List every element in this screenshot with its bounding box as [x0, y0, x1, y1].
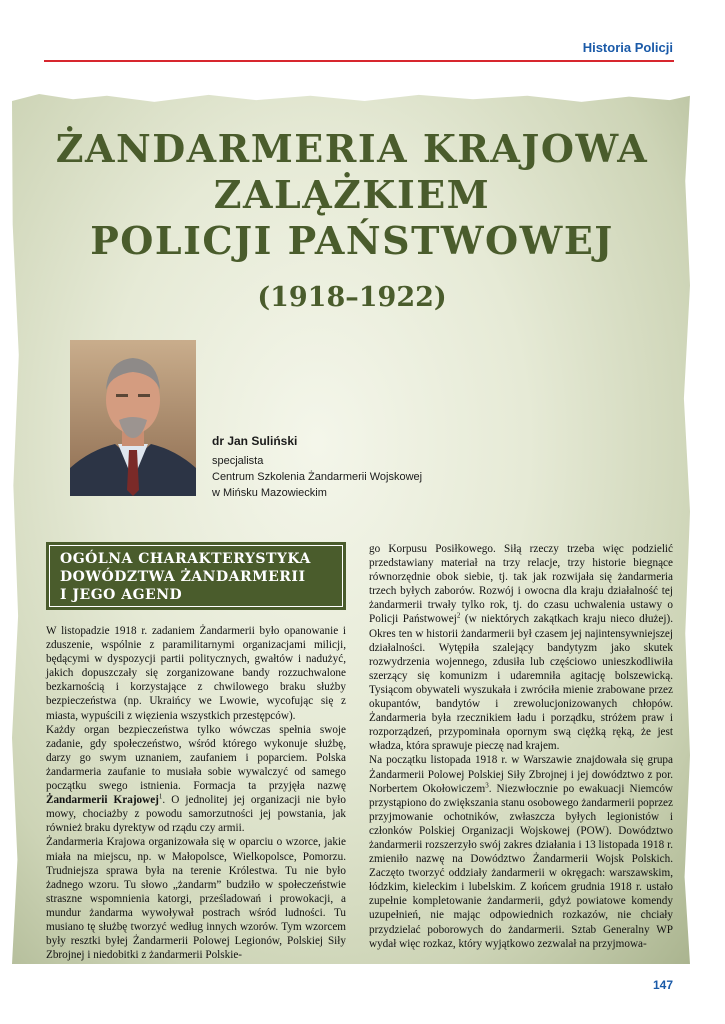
paragraph-1: W listopadzie 1918 r. zadaniem Żandarmerii było opanowanie i zduszenie, wspólnie z paramilitarnymi organizacjami milicji, będącymi w dyspozycji partii politycznych, gwałtów i nadużyć, jakich dopuszczały się zorganizowane bandy rozzuchwalone bezkarnością i korzystające z chwilowego braku służby bezpieczeństwa (np. Ukraińcy we Lwowie, wycofując się z miasta, wypuścili z więzienia wszystkich przestępców). — [46, 625, 346, 722]
title-line-1: ŻANDARMERIA KRAJOWA — [55, 126, 649, 171]
paragraph-3: Żandarmeria Krajowa organizowała się w oparciu o wzorce, jakie miała na miejscu, np. w Małopolsce, Wielkopolsce, Pomorzu. Trudniejsza sprawa była na terenie Królestwa. Tu nie było żadnego wzoru. Tu słowo „żandarm” budziło w społeczeństwie straszne wspomnienia katorgi, prześladowań i prowokacji, a mundur żandarma wywoływał postrach wśród ludności. Tu musiano tę służbę tworzyć według innych wzorów. Tym wzorcem były resztki byłej Żandarmerii Polowej Legionów, Polskiej Siły Zbrojnej i niedobitki z żandarmerii Polskie- — [46, 836, 346, 962]
header-rule — [44, 60, 674, 62]
paragraph-5-text-a: Na początku listopada 1918 r. w Warszawie znajdowała się grupa Żandarmerii Polowej Polskiej Siły Zbrojnej i jej dowództwo z por. Norbertem Okołowiczem — [369, 754, 673, 795]
author-role: specjalista — [212, 455, 264, 467]
paragraph-2-bold: Żandarmerii Krajowej — [46, 794, 159, 807]
author-block — [212, 433, 422, 501]
left-column — [46, 624, 346, 962]
article-years: (1918–1922) — [257, 282, 447, 313]
paragraph-2-text-b: . O jednolitej jej organizacji nie było mowy, chociażby z powodu samorzutności jej powstania, jak również braku dyrektyw od rządu czy armii. — [46, 794, 346, 835]
paragraph-4-text-b: (w niektórych zakątkach kraju nieco dłużej). Okres ten w historii żandarmerii był czasem jej najintensywniejszej działalności. Wytępiła szalejący bandytyzm jako skutek rozwydrzenia wojennego, zdusiła lub częściowo unieszkodliwiła szerzący się komunizm i udaremniła agitację bolszewicką. Tysiącom obywateli wyszukała i zwróciła mienie zrabowane przez okupantów, bandytów i zrewolucjonizowanych chłopów. Żandarmeria była rzecznikiem ładu i porządku, stróżem praw i rozporządzeń, przypominała opornym swą ciężką ręką, że jest władza, która sprawuje pieczę nad krajem. — [369, 613, 673, 753]
paragraph-5-text-b: . Niezwłocznie po ewakuacji Niemców przystąpiono do zwiększania stanu osobowego żandarmerii poprzez przyjmowanie ochotników, zwłaszcza byłych legionistów i członków Polskiej Organizacji Wojskowej (POW). Dowództwo żandarmerii rozszerzyło swój zakres działania i 13 listopada 1918 r. zmieniło nazwę na Dowództwo Żandarmerii Wojsk Polskich. Zaczęto tworzyć oddziały żandarmerii w okręgach: warszawskim, łódzkim, kieleckim i lubelskim. Z końcem grudnia 1918 r. ustało zupełnie kompletowanie żandarmerii, gdyż powiatowe komendy uzupełnień, nie mając odpowiednich rozkazów, nie chciały przydzielać poborowych do żandarmerii. Sztab Generalny WP wydał więc rozkaz, który wyjątkowo zezwalał na przyjmowa- — [369, 782, 674, 950]
portrait-illustration — [70, 340, 196, 496]
section-heading-line-1: OGÓLNA CHARAKTERYSTYKA — [60, 551, 311, 567]
paragraph-2-text-a: Każdy organ bezpieczeństwa tylko wówczas spełnia swoje zadanie, gdy społeczeństwo, wśród którego wykonuje służbę, darzy go swym uznaniem, zaufaniem i poparciem. Polska żandarmeria zaufanie to musiała sobie wywalczyć od samego początku swego istnienia. Formacja ta przyjęła nazwę — [46, 723, 346, 793]
author-organization: Centrum Szkolenia Żandarmerii Wojskowej — [212, 471, 423, 483]
section-heading-line-2: DOWÓDZTWA ŻANDARMERII — [60, 569, 306, 585]
footnote-ref-2: 2 — [456, 611, 461, 620]
section-heading — [49, 545, 343, 607]
article-title — [14, 126, 690, 264]
author-location: w Mińsku Mazowieckim — [212, 487, 327, 499]
paragraph-4-text-a: go Korpusu Posiłkowego. Siłą rzeczy trzeba więc podzielić przedstawiany materiał na trzy relacje, trzy historie biegnące równorzędnie obok siebie, tj. tak jak rozwijała się żandarmeria trzech byłych zaborów. Rozwój i owocna dla kraju działalność tej żandarmerii trwały tylko rok, tj. do czasu uchwalenia ustawy o Policji Państwowej — [369, 543, 673, 626]
section-label: Historia Policji — [582, 40, 673, 55]
section-heading-box — [46, 542, 346, 610]
paragraph-5 — [369, 753, 673, 950]
author-name: dr Jan Suliński — [212, 434, 298, 448]
paragraph-2 — [46, 723, 346, 836]
right-column — [369, 542, 673, 951]
paragraph-4 — [369, 542, 673, 753]
title-line-3: POLICJI PAŃSTWOWEJ — [90, 218, 614, 263]
page-number: 147 — [652, 978, 673, 992]
section-heading-line-3: I JEGO AGEND — [60, 587, 183, 603]
author-portrait — [70, 340, 196, 496]
footnote-ref-1: 1 — [158, 792, 163, 801]
title-line-2: ZALĄŻKIEM — [213, 172, 491, 217]
footnote-ref-3: 3 — [485, 780, 489, 789]
